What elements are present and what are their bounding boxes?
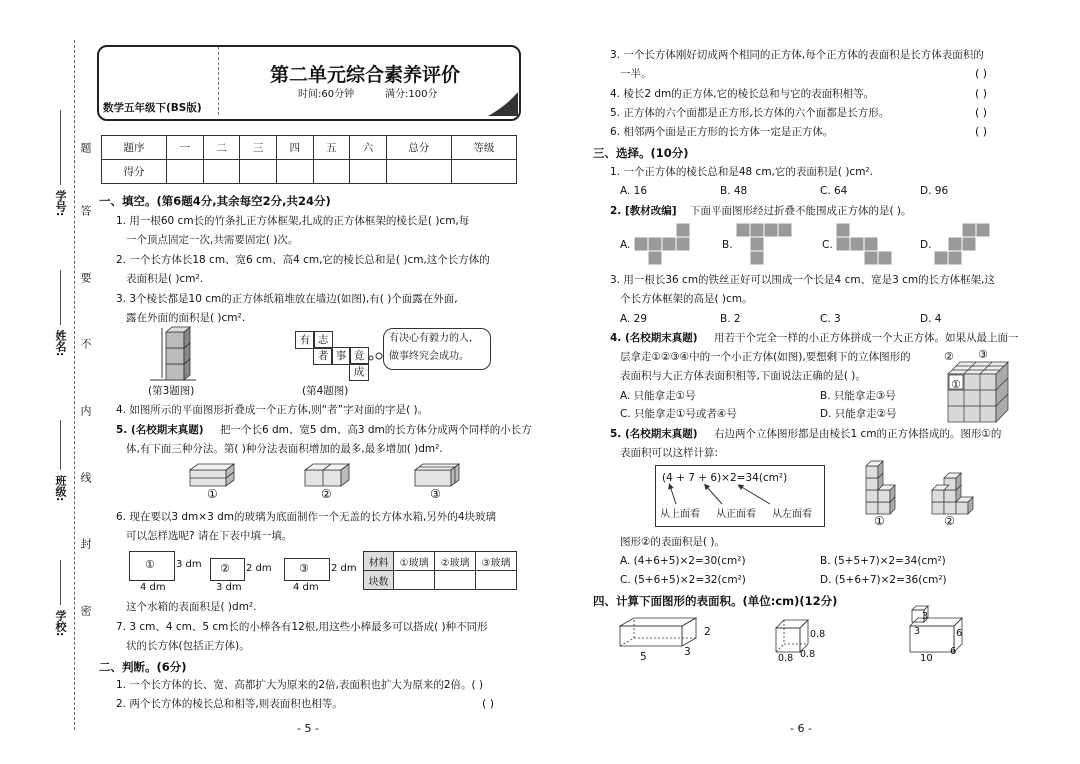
score-cell[interactable] [386,160,451,184]
q7-line1: 7. 3 cm、4 cm、5 cm长的小棒各有12根,用这些小棒最多可以搭成( )种不同形 [116,621,488,633]
glass-side: 3 dm [176,559,202,570]
choice-option[interactable]: C. 只能拿走①号或者④号 [620,408,737,420]
glass-side: 2 dm [246,563,272,574]
q6-line2: 可以怎样选呢? 请在下表中填一填。 [126,530,293,542]
cuboid-split-3 [413,462,461,488]
choice-option[interactable]: B. 48 [720,185,748,197]
choice-option[interactable]: D. [920,239,932,251]
fig4-caption: (第4题图) [302,385,349,397]
view-label: 从上面看 [660,509,700,520]
section2-heading: 二、判断。(6分) [99,660,187,674]
q6-line1: 6. 现在要以3 dm×3 dm的玻璃为底面制作一个无盖的长方体水箱,另外的4块玻璃 [116,511,496,523]
section3-heading: 三、选择。(10分) [593,146,689,160]
glass-num: ② [220,562,230,575]
bubble-line2: 做事终究会成功。 [389,351,469,362]
page-number-right: - 6 - [790,722,812,735]
score-cell[interactable] [203,160,240,184]
header-divider [218,47,219,115]
section4-heading: 四、计算下面图形的表面积。(单位:cm)(12分) [593,594,838,608]
q7-line2: 状的长方体(包括正方体)。 [126,640,250,652]
choice-option[interactable]: D. 96 [920,185,949,197]
choice-option[interactable]: C. 3 [820,313,841,325]
choice-option[interactable]: B. [722,239,733,251]
choice-q5-line2: 表面积可以这样计算: [620,447,719,459]
choice-option[interactable]: D. 只能拿走②号 [820,408,897,420]
q2-line2: 表面积是( )cm². [126,273,204,285]
dim-label: 0.8 [810,629,826,640]
score-head: 二 [203,136,240,160]
answer-paren[interactable]: ( ) [975,106,988,119]
q2-line1: 2. 一个长方体长18 cm、宽6 cm、高4 cm,它的棱长总和是( )cm,这个长方体的 [116,254,490,266]
q1-line2: 一个顶点固定一次,共需要固定( )次。 [126,234,299,246]
choice-q4-line1: 用若干个完全一样的小正方体拼成一个大正方体。如果从最上面一 [714,332,1019,344]
glass-bottom: 4 dm [293,582,319,593]
choice-option[interactable]: B. 只能拿走③号 [820,390,896,402]
formula-arrows [660,484,820,506]
answer-paren[interactable]: ( ) [975,125,988,138]
full-marks: 满分:100分 [385,89,438,100]
glass-table-head: ①玻璃 [394,552,435,571]
choice-q5-tag: 5. (名校期末真题) [610,428,698,440]
q4-text: 4. 如图所示的平面图形折叠成一个正方体,则“者”字对面的字是( )。 [116,404,429,416]
judge-q6: 6. 相邻两个面是正方形的长方体一定是正方体。 [610,126,834,138]
net-cell: 者 [313,347,333,365]
page-curl-icon [488,92,520,118]
score-head: 一 [167,136,204,160]
page-title: 第二单元综合素养评价 [270,64,461,86]
q5-line1: 把一个长6 dm、宽5 dm、高3 dm的长方体分成两个同样的小长方 [220,424,532,436]
score-cell[interactable] [276,160,313,184]
dim-label: 0.8 [778,653,794,664]
score-table [101,135,517,184]
choice-option[interactable]: A. 16 [620,185,648,197]
choice-q1: 1. 一个正方体的棱长总和是48 cm,它的表面积是( )cm². [610,166,873,178]
school-field-line[interactable] [60,560,61,605]
binding-char: 答 [79,205,92,216]
judge-q3-line2: 一半。 [620,68,652,80]
dim-label: 3 [914,626,921,637]
choice-q3-line1: 3. 用一根长36 cm的铁丝正好可以围成一个长是4 cm、宽是3 cm的长方体框架,这 [610,274,995,286]
score-cell[interactable] [350,160,387,184]
glass-table-head: 材料 [364,552,394,571]
score-head: 四 [276,136,313,160]
choice-option[interactable]: D. (5+6+7)×2=36(cm²) [820,574,947,586]
choice-q5-line3: 图形②的表面积是( )。 [620,536,725,548]
dim-label: 6 [956,628,963,639]
judge-q5: 5. 正方体的六个面都是正方形,长方体的六个面都是长方形。 [610,107,890,119]
glass-num: ③ [299,562,309,575]
binding-char: 线 [79,472,92,483]
score-row-label: 得分 [102,160,167,184]
split-label: ① [207,487,218,501]
name-field-line[interactable] [60,270,61,325]
split-label: ③ [430,487,441,501]
binding-char: 密 [79,605,92,616]
score-head: 六 [350,136,387,160]
cube-net-a [634,222,694,267]
solid-label: ① [874,514,885,528]
net-cell: 志 [313,331,333,349]
net-cell: 有 [295,331,315,349]
dim-label: 3 [684,646,691,658]
cube-net-c [836,222,896,267]
glass-bottom: 3 dm [216,582,242,593]
score-cell[interactable] [313,160,350,184]
choice-option[interactable]: A. 29 [620,313,648,325]
dim-label: 10 [920,653,933,664]
cuboid-split-1 [188,462,236,488]
net-cell: 竟 [349,347,369,365]
score-head: 五 [313,136,350,160]
cube-position-label: ② [944,350,954,363]
fig3-caption: (第3题图) [148,385,195,397]
glass-table-head: ②玻璃 [435,552,476,571]
binding-char: 不 [79,338,92,349]
view-label: 从正面看 [716,509,756,520]
subject-label: 数学五年级下(BS版) [103,102,202,114]
dim-label: 3 [922,611,929,622]
name-label: 姓名: [54,330,67,357]
q5-line2: 体,有下面三种分法。第( )种分法表面积增加的最多,最多增加( )dm². [126,443,443,455]
class-field-line[interactable] [60,420,61,470]
glass-count-cell[interactable] [394,571,435,590]
judge-q2: 2. 两个长方体的棱长总和相等,则表面积也相等。 [116,698,343,710]
q3-line1: 3. 3个棱长都是10 cm的正方体纸箱堆放在墙边(如图),有( )个面露在外面, [116,293,458,305]
choice-option[interactable]: C. (5+6+5)×2=32(cm²) [620,574,746,586]
cube-net-d [934,222,994,267]
stacked-cubes-figure [150,328,200,384]
cube-net-b [736,222,796,267]
thought-bubble-dots [368,352,384,362]
choice-option[interactable]: A. (4+6+5)×2=30(cm²) [620,555,746,567]
id-field-line[interactable] [60,110,61,185]
choice-q3-line2: 个长方体框架的高是( )cm。 [620,293,753,305]
school-label: 学校: [54,610,67,637]
solid-label: ② [944,514,955,528]
glass-side: 2 dm [331,563,357,574]
choice-q2-tag: 2. [教材改编] [610,205,677,217]
glass-count-cell[interactable] [476,571,517,590]
page-number-left: - 5 - [297,722,319,735]
glass-count-cell[interactable] [435,571,476,590]
judge-q3-line1: 3. 一个长方体刚好切成两个相同的正方体,每个正方体的表面积是长方体表面积的 [610,49,984,61]
glass-table-row-label: 块数 [364,571,394,590]
score-cell[interactable] [240,160,277,184]
choice-q4-line3: 表面积与大正方体表面积相等,下面说法正确的是( )。 [620,370,866,382]
score-head: 总分 [386,136,451,160]
net-cell: 成 [349,363,369,381]
choice-option[interactable]: D. 4 [920,313,942,325]
cube-solid-2 [928,474,978,518]
choice-option[interactable]: A. 只能拿走①号 [620,390,696,402]
choice-option[interactable]: B. (5+5+7)×2=34(cm²) [820,555,946,567]
answer-paren[interactable]: ( ) [975,87,988,100]
cube-solid-1 [862,462,900,518]
q1-line1: 1. 用一根60 cm长的竹条扎正方体框架,扎成的正方体框架的棱长是( )cm,每 [116,215,470,227]
judge-q4: 4. 棱长2 dm的正方体,它的棱长总和与它的表面积相等。 [610,88,875,100]
choice-q5-line1: 右边两个立体图形都是由棱长1 cm的正方体搭成的。图形①的 [714,428,1002,440]
glass-table-head: ③玻璃 [476,552,517,571]
binding-char: 内 [79,405,92,416]
split-label: ② [321,487,332,501]
choice-option[interactable]: C. [822,239,833,251]
score-head: 三 [240,136,277,160]
choice-option[interactable]: C. 64 [820,185,848,197]
choice-q2: 下面平面图形经过折叠不能围成正方体的是( )。 [690,205,912,217]
glass-count-table [363,551,517,590]
answer-paren[interactable]: ( ) [482,697,495,710]
choice-q4-line2: 层拿走①②③④中的一个小正方体(如图),要想剩下的立体图形的 [620,351,911,363]
class-label: 班级: [54,475,67,502]
q3-line2: 露在外面的面积是( )cm². [126,312,246,324]
choice-option[interactable]: A. [620,239,631,251]
binding-char: 题 [79,142,92,153]
choice-option[interactable]: B. 2 [720,313,741,325]
score-cell[interactable] [167,160,204,184]
choice-q4-tag: 4. (名校期末真题) [610,332,698,344]
glass-bottom: 4 dm [140,582,166,593]
answer-paren[interactable]: ( ) [975,67,988,80]
section1-heading: 一、填空。(第6题4分,其余每空2分,共24分) [99,194,331,208]
q5-tag: 5. (名校期末真题) [116,424,204,436]
glass-num: ① [145,558,155,571]
score-cell[interactable] [451,160,516,184]
binding-char: 要 [79,272,92,283]
cube-position-label: ① [951,378,961,391]
dim-label: 2 [704,626,711,638]
judge-q1: 1. 一个长方体的长、宽、高都扩大为原来的2倍,表面积也扩大为原来的2倍。( ) [116,679,484,691]
view-label: 从左面看 [772,509,812,520]
dim-label: 6 [950,646,957,657]
q6-surface: 这个水箱的表面积是( )dm². [126,601,257,613]
big-cube-figure [948,362,1010,424]
id-label: 学号: [54,190,67,217]
dim-label: 0.8 [800,649,816,660]
bubble-line1: 有决心有毅力的人, [389,333,473,344]
cuboid-split-2 [303,462,351,488]
formula-text: (4 + 7 + 6)×2=34(cm²) [662,472,788,484]
score-head: 等级 [451,136,516,160]
score-head: 题序 [102,136,167,160]
binding-dashed-line [74,40,75,730]
dim-label: 5 [640,651,647,663]
exam-time: 时间:60分钟 [298,89,355,100]
cube-position-label: ③ [978,348,988,361]
net-cell: 事 [331,347,351,365]
binding-char: 封 [79,538,92,549]
